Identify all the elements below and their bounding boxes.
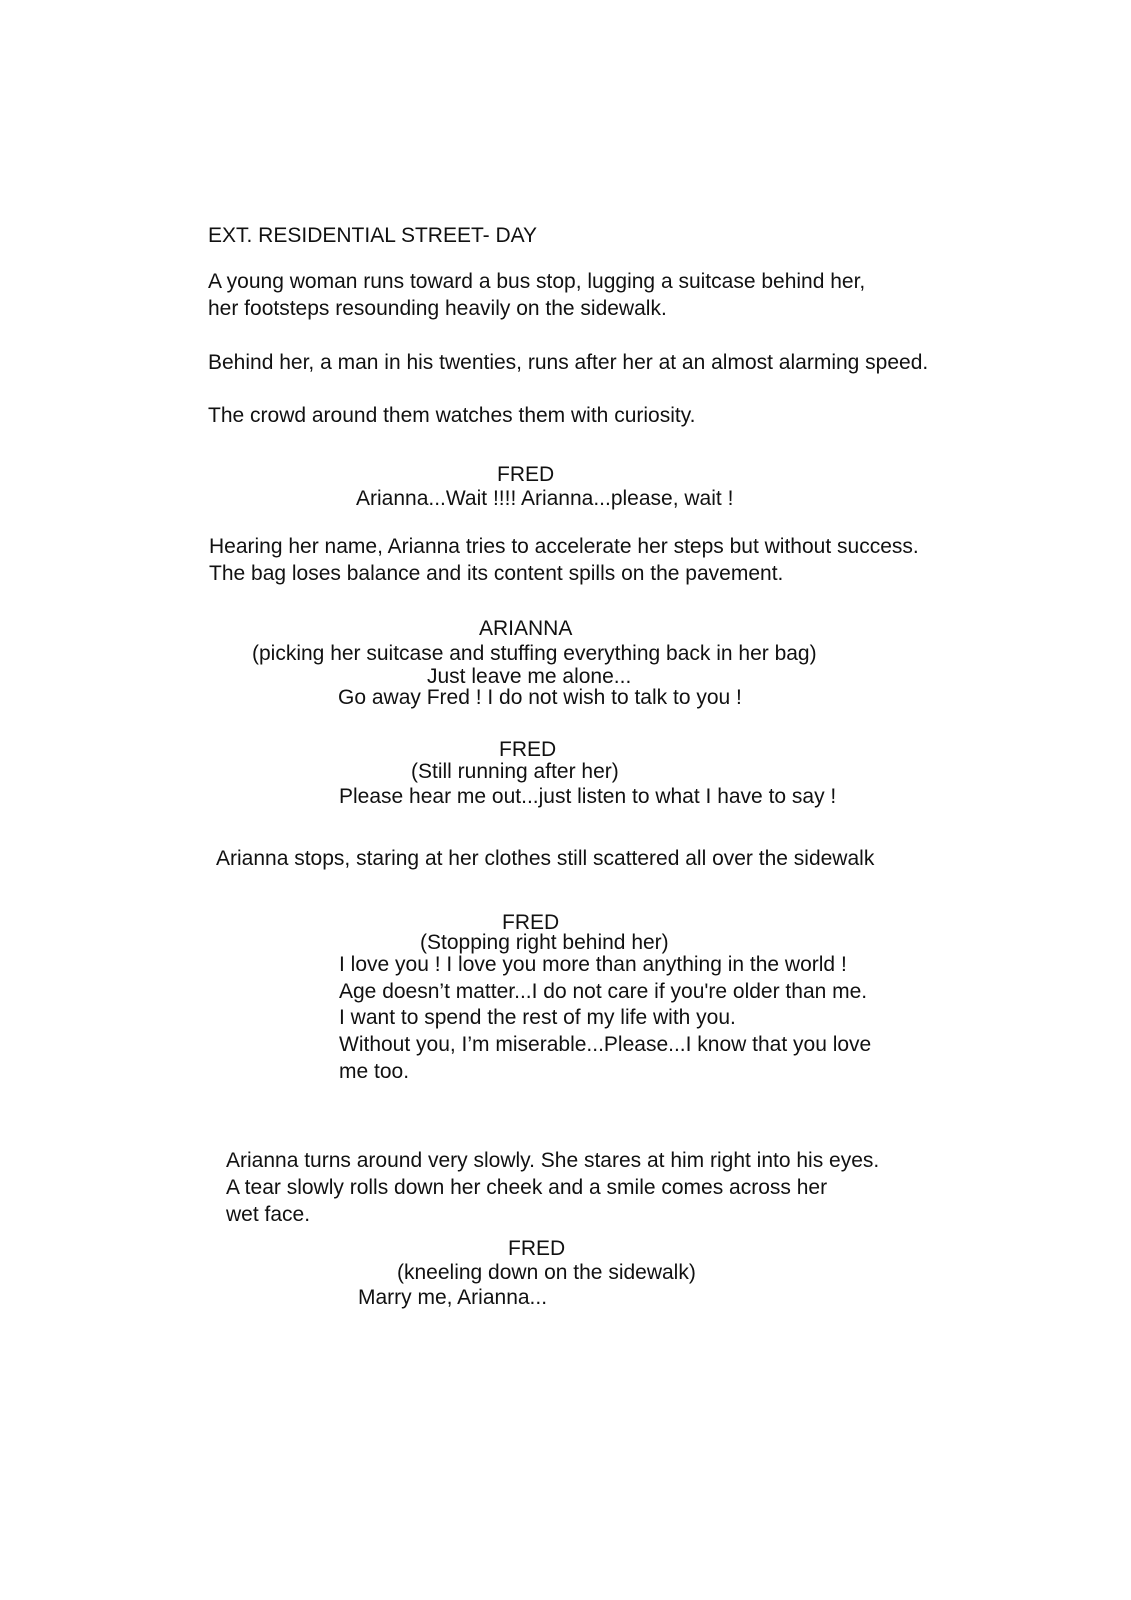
action-line: wet face. bbox=[226, 1203, 311, 1226]
action-line: A young woman runs toward a bus stop, lugging a suitcase behind her, bbox=[208, 270, 866, 293]
action-line: Arianna stops, staring at her clothes still scattered all over the sidewalk bbox=[216, 847, 875, 870]
parenthetical: (kneeling down on the sidewalk) bbox=[397, 1261, 696, 1284]
dialogue-line: Age doesn’t matter...I do not care if you're older than me. bbox=[339, 980, 868, 1003]
character-name: FRED bbox=[497, 463, 555, 486]
dialogue-line: I want to spend the rest of my life with you. bbox=[339, 1006, 736, 1029]
dialogue-line: Without you, I’m miserable...Please...I know that you love bbox=[339, 1033, 872, 1056]
parenthetical: (Stopping right behind her) bbox=[420, 931, 669, 954]
action-line: The bag loses balance and its content spills on the pavement. bbox=[209, 562, 784, 585]
dialogue-line: Go away Fred ! I do not wish to talk to you ! bbox=[338, 686, 742, 709]
action-line: Arianna turns around very slowly. She stares at him right into his eyes. bbox=[226, 1149, 880, 1172]
action-line: Behind her, a man in his twenties, runs after her at an almost alarming speed. bbox=[208, 351, 929, 374]
character-name: FRED bbox=[508, 1237, 566, 1260]
dialogue-line: Just leave me alone... bbox=[427, 665, 632, 688]
parenthetical: (picking her suitcase and stuffing everything back in her bag) bbox=[252, 642, 817, 665]
dialogue-line: me too. bbox=[339, 1060, 410, 1083]
dialogue-line: Please hear me out...just listen to what I have to say ! bbox=[339, 785, 837, 808]
dialogue-line: Marry me, Arianna... bbox=[358, 1286, 548, 1309]
character-name: ARIANNA bbox=[479, 617, 573, 640]
action-line: A tear slowly rolls down her cheek and a smile comes across her bbox=[226, 1176, 828, 1199]
action-line: Hearing her name, Arianna tries to accelerate her steps but without success. bbox=[209, 535, 919, 558]
character-name: FRED bbox=[502, 911, 560, 934]
dialogue-line: I love you ! I love you more than anything in the world ! bbox=[339, 953, 847, 976]
character-name: FRED bbox=[499, 738, 557, 761]
scene-heading: EXT. RESIDENTIAL STREET- DAY bbox=[208, 224, 538, 247]
parenthetical: (Still running after her) bbox=[411, 760, 619, 783]
dialogue-line: Arianna...Wait !!!! Arianna...please, wait ! bbox=[356, 487, 734, 510]
action-line: The crowd around them watches them with curiosity. bbox=[208, 404, 696, 427]
action-line: her footsteps resounding heavily on the sidewalk. bbox=[208, 297, 667, 320]
